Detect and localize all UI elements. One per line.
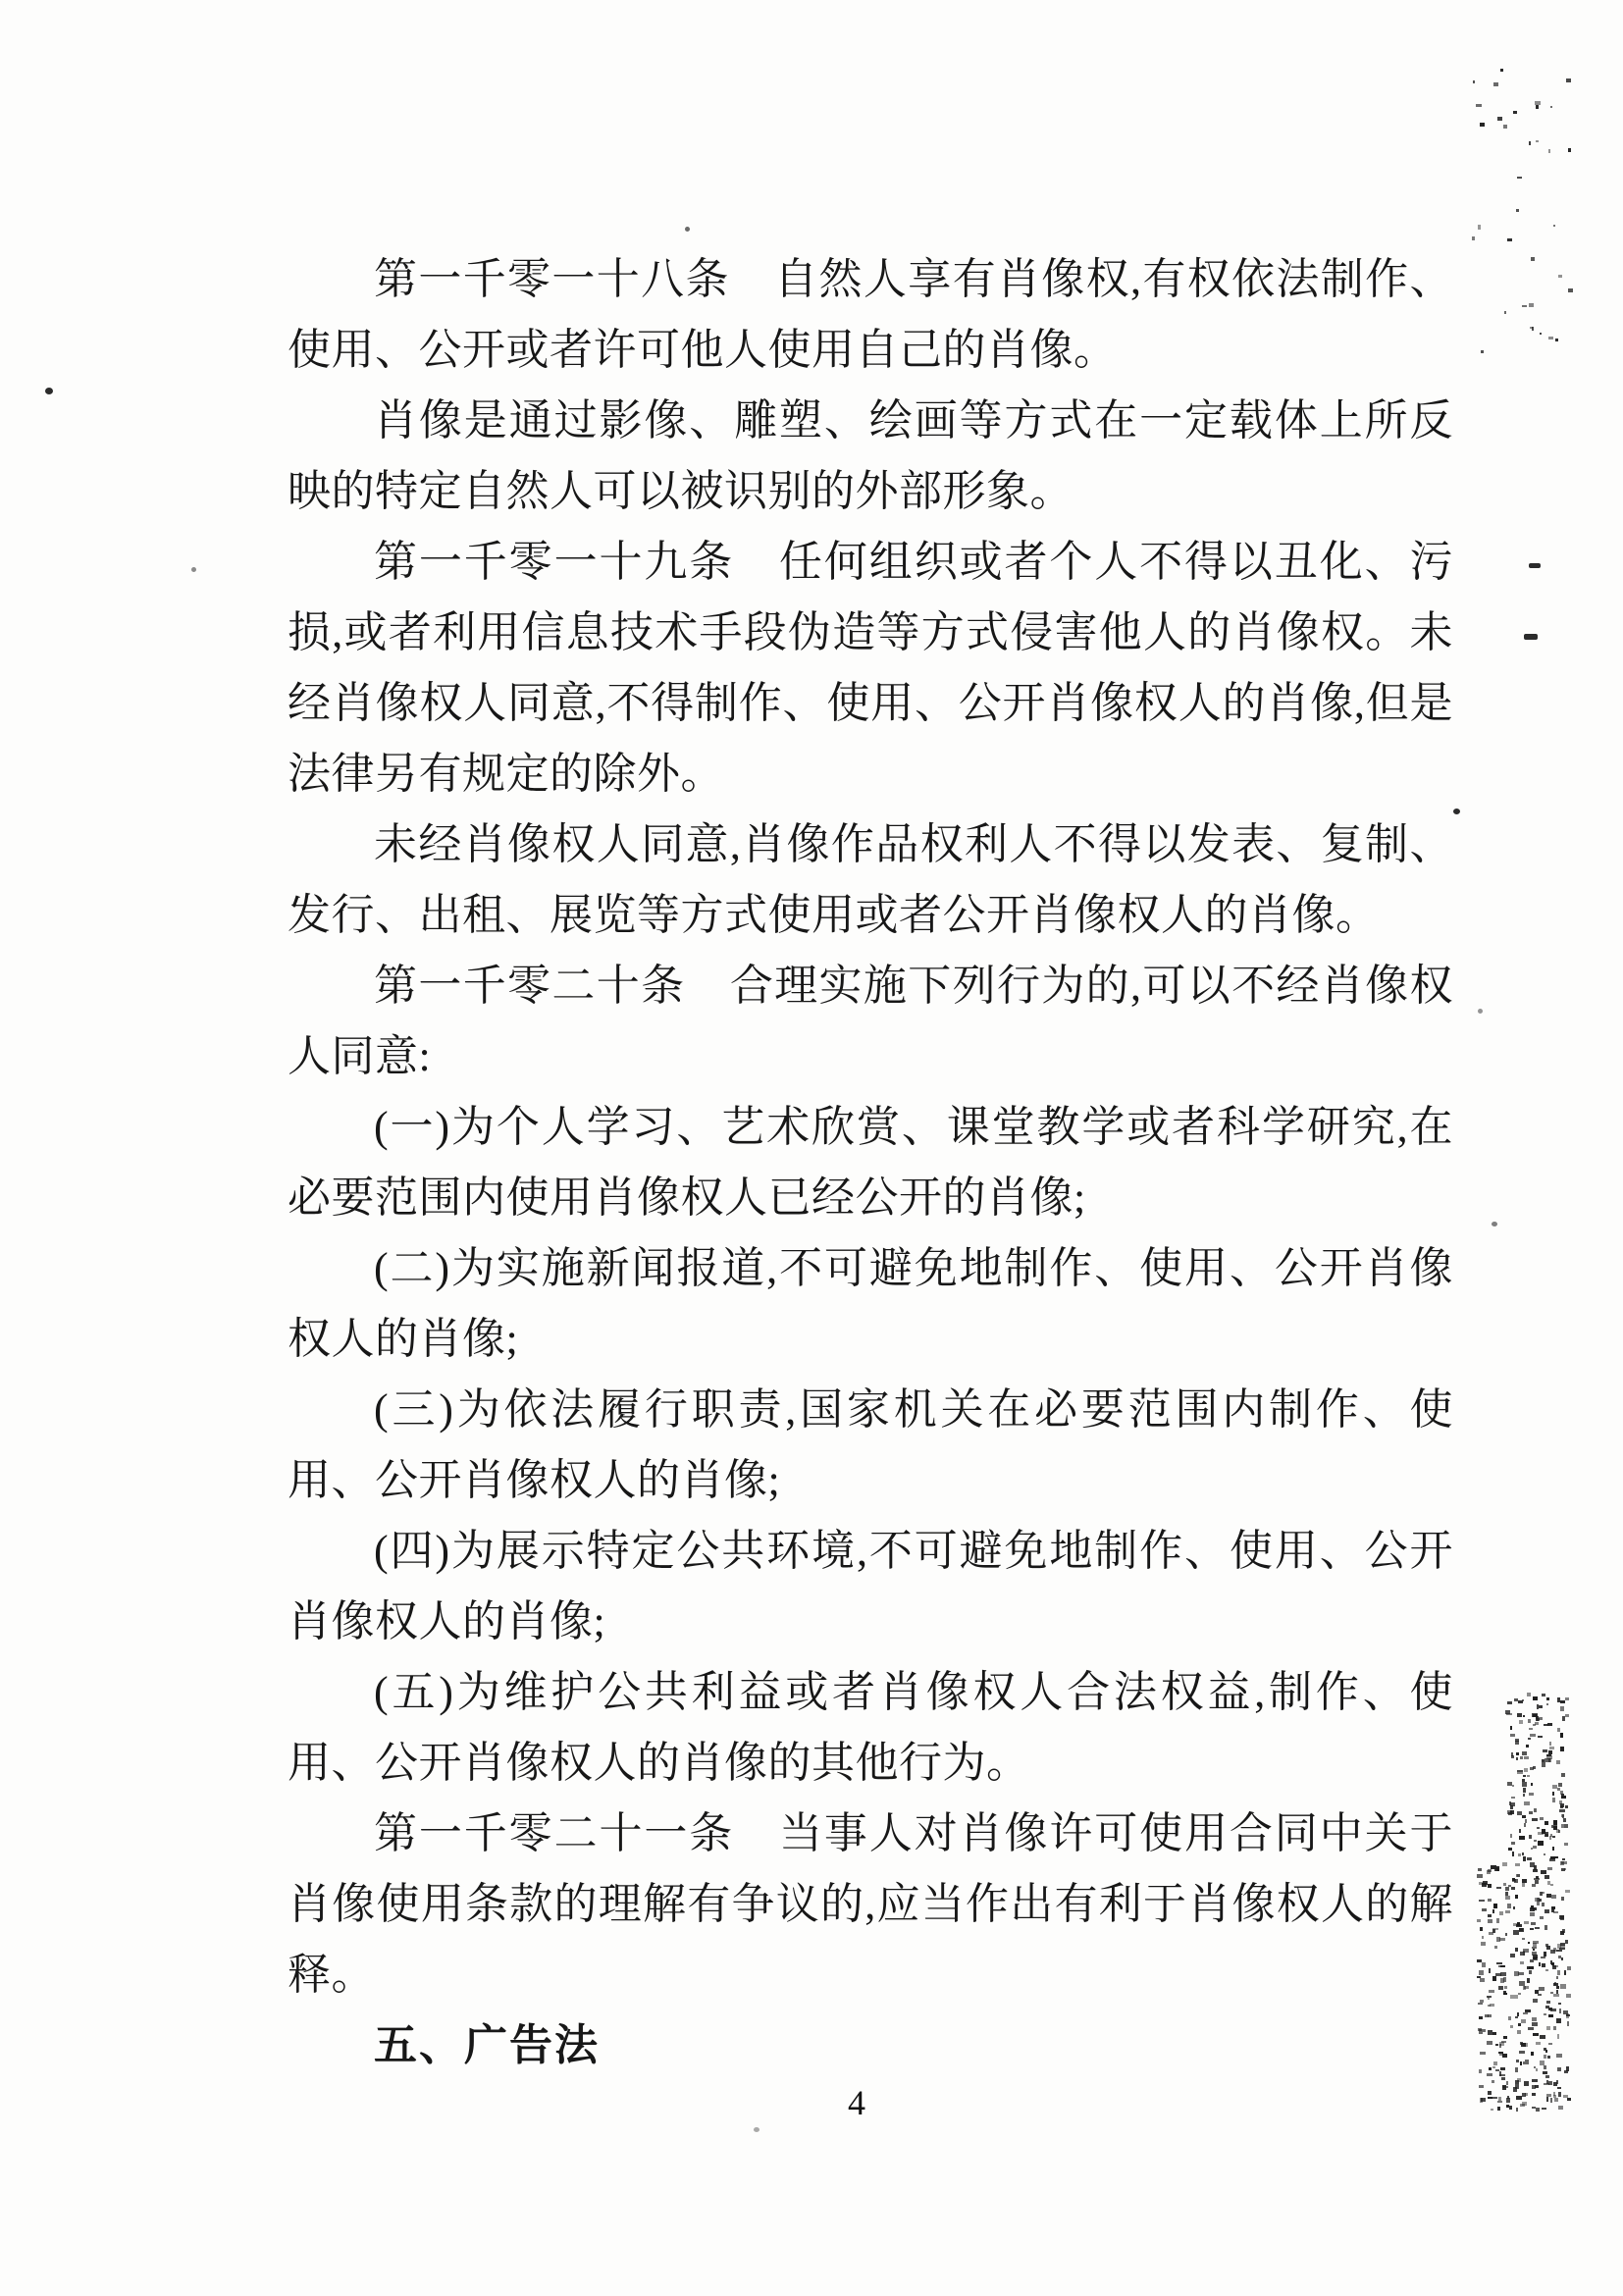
scan-speck [45, 388, 53, 394]
page-number: 4 [848, 2083, 865, 2122]
article-1019: 第一千零一十九条 任何组织或者个人不得以丑化、污损,或者利用信息技术手段伪造等方式侵害他人的肖像权。未经肖像权人同意,不得制作、使用、公开肖像权人的肖像,但是法律另有规定的除外。 [288, 538, 1453, 798]
scan-speck [191, 567, 196, 572]
article-1018-para-2: 肖像是通过影像、雕塑、绘画等方式在一定载体上所反映的特定自然人可以被识别的外部形象。 [288, 396, 1453, 515]
article-1019-para-2: 未经肖像权人同意,肖像作品权利人不得以发表、复制、发行、出租、展览等方式使用或者公开肖像权人的肖像。 [288, 820, 1453, 939]
scan-noise-top-right [1472, 61, 1580, 355]
article-1020: 第一千零二十条 合理实施下列行为的,可以不经肖像权人同意: [288, 962, 1453, 1080]
scan-speck [1453, 809, 1460, 814]
scan-speck [754, 2127, 759, 2132]
document-body [288, 244, 1453, 2081]
scan-speck [1492, 1222, 1497, 1226]
article-1021: 第一千零二十一条 当事人对肖像许可使用合同中关于肖像使用条款的理解有争议的,应当作出有利于肖像权人的解释。 [288, 1809, 1453, 1999]
article-1020-item-5: (五)为维护公共利益或者肖像权人合法权益,制作、使用、公开肖像权人的肖像的其他行为。 [288, 1668, 1453, 1787]
article-1020-item-1: (一)为个人学习、艺术欣赏、课堂教学或者科学研究,在必要范围内使用肖像权人已经公开的肖像; [288, 1103, 1453, 1222]
article-1018: 第一千零一十八条 自然人享有肖像权,有权依法制作、使用、公开或者许可他人使用自己的肖像。 [288, 255, 1453, 374]
scan-speck [1478, 1009, 1483, 1014]
scan-speck [685, 227, 690, 232]
section-heading-advertising-law: 五、广告法 [374, 2021, 600, 2069]
scan-noise-right-band-lower [1477, 1859, 1567, 2110]
scan-speck [1529, 563, 1541, 568]
article-1020-item-2: (二)为实施新闻报道,不可避免地制作、使用、公开肖像权人的肖像; [288, 1244, 1453, 1363]
scan-speck [1524, 634, 1538, 640]
article-1020-item-4: (四)为展示特定公共环境,不可避免地制作、使用、公开肖像权人的肖像; [288, 1527, 1453, 1645]
article-1020-item-3: (三)为依法履行职责,国家机关在必要范围内制作、使用、公开肖像权人的肖像; [288, 1385, 1453, 1504]
scan-noise-right-band-upper [1505, 1693, 1566, 1859]
